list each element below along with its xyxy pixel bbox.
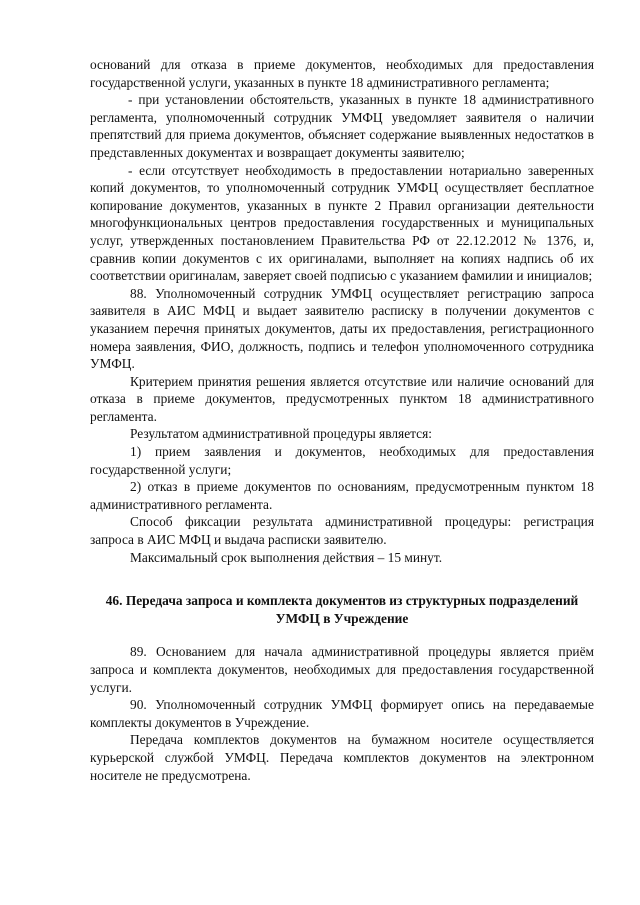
paragraph-result-2: 2) отказ в приеме документов по основаниям, предусмотренным пунктом 18 административного регламента. [90,479,594,512]
paragraph-grounds-continuation: оснований для отказа в приеме документов, необходимых для предоставления государственной услуги, указанных в пункте 18 административного регламента; [90,57,594,90]
paragraph-result-1: 1) прием заявления и документов, необходимых для предоставления государственной услуги; [90,444,594,477]
paragraph-transfer: Передача комплектов документов на бумажном носителе осуществляется курьерской службой УМФЦ. Передача комплектов документов на электронном носителе не предусмотрена. [90,732,594,783]
paragraph-max-time: Максимальный срок выполнения действия – 15 минут. [130,549,443,565]
paragraph-88-registration: 88. Уполномоченный сотрудник УМФЦ осуществляет регистрацию запроса заявителя в АИС МФЦ и выдает заявителю расписку в получении документов с указанием перечня принятых документов, даты их предоставления, регистрационного номера заявления, ФИО, должность, подпись и телефон уполномоченного сотрудника УМФЦ. [90,285,594,372]
paragraph-refusal-circumstances: - при установлении обстоятельств, указанных в пункте 18 административного регламента, уполномоченный сотрудник УМФЦ уведомляет заявителя о наличии препятствий для приема документов, объясняет содержание выявленных недостатков в представленных документах и возвращает документы заявителю; [90,92,594,160]
paragraph-90-inventory: 90. Уполномоченный сотрудник УМФЦ формирует опись на передаваемые комплекты документов в Учреждение. [90,697,594,730]
paragraph-fixation-method: Способ фиксации результата административной процедуры: регистрация запроса в АИС МФЦ и выдача расписки заявителю. [90,514,594,548]
paragraph-free-copying: - если отсутствует необходимость в предоставлении нотариально заверенных копий документов, то уполномоченный сотрудник УМФЦ осуществляет бесплатное копирование документов, указанных в пункте 2 Правил организации деятельности многофункциональных центров предоставления государственных и муниципальных услуг, утвержденных постановлением Правительства РФ от 22.12.2012 № 1376, и, сравнив копии документов с их оригиналами, выполняет на копиях надпись об их соответствии оригиналам, заверяет своей подписью с указанием фамилии и инициалов; [90,162,594,284]
paragraph-89-basis: 89. Основанием для начала административной процедуры является приём запроса и комплекта документов, необходимых для предоставления государственной услуги. [90,644,594,695]
section-heading-46: 46. Передача запроса и комплекта документов из структурных подразделений УМФЦ в Учреждение [105,593,579,626]
paragraph-decision-criterion: Критерием принятия решения является отсутствие или наличие оснований для отказа в приеме документов, предусмотренных пунктом 18 административного регламента. [90,373,594,424]
paragraph-result-intro: Результатом административной процедуры является: [130,426,432,442]
